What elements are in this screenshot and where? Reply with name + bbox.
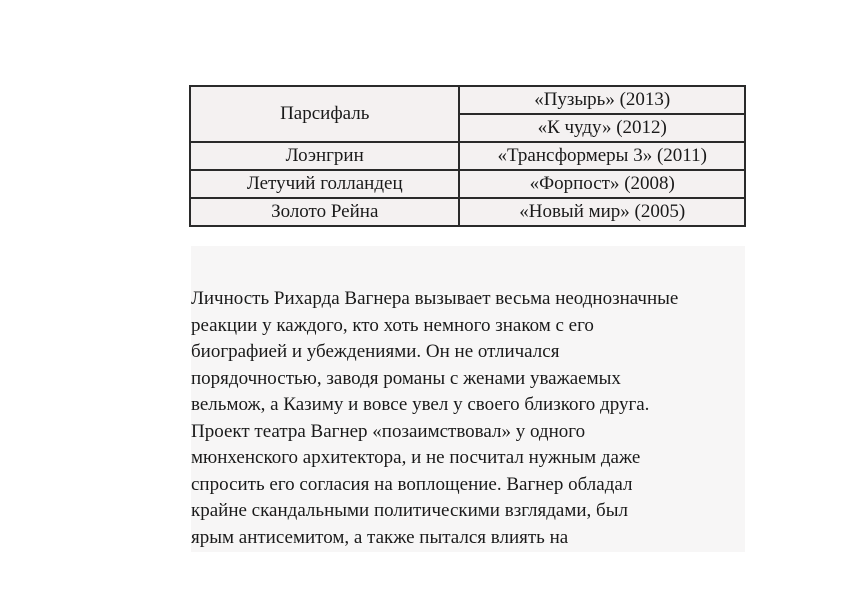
paragraph-line: биографией и убеждениями. Он не отличался	[191, 341, 560, 362]
opera-film-table	[189, 85, 746, 227]
body-paragraph	[191, 246, 745, 552]
table-cell-film: «Пузырь» (2013)	[459, 86, 745, 114]
table-row	[190, 142, 745, 170]
paragraph-line: спросить его согласия на воплощение. Вагнер обладал	[191, 473, 633, 495]
table-row	[190, 86, 745, 114]
table-cell-opera: Летучий голландец	[190, 170, 459, 198]
paragraph-line: крайне скандальными политическими взглядами, был	[191, 500, 628, 521]
paragraph-line: ярым антисемитом, а также пытался влиять на	[191, 526, 569, 548]
table-cell-film: «Новый мир» (2005)	[459, 198, 745, 226]
table-cell-opera: Парсифаль	[190, 86, 459, 142]
paragraph-line: реакции у каждого, кто хоть немного знаком с его	[191, 314, 594, 336]
paragraph-line: Личность Рихарда Вагнера вызывает весьма неоднозначные	[191, 288, 679, 309]
table-cell-film: «Форпост» (2008)	[459, 170, 745, 198]
table-row	[190, 198, 745, 226]
table-row	[190, 170, 745, 198]
table-cell-film: «К чуду» (2012)	[459, 114, 745, 142]
paragraph-line: вельмож, а Казиму и вовсе увел у своего близкого друга.	[191, 394, 650, 415]
table-cell-film: «Трансформеры 3» (2011)	[459, 142, 745, 170]
table-cell-opera: Золото Рейна	[190, 198, 459, 226]
paragraph-line: мюнхенского архитектора, и не посчитал нужным даже	[191, 447, 641, 468]
paragraph-line: порядочностью, заводя романы с женами уважаемых	[191, 367, 621, 389]
paragraph-line: Проект театра Вагнер «позаимствовал» у одного	[191, 420, 586, 442]
table-cell-opera: Лоэнгрин	[190, 142, 459, 170]
